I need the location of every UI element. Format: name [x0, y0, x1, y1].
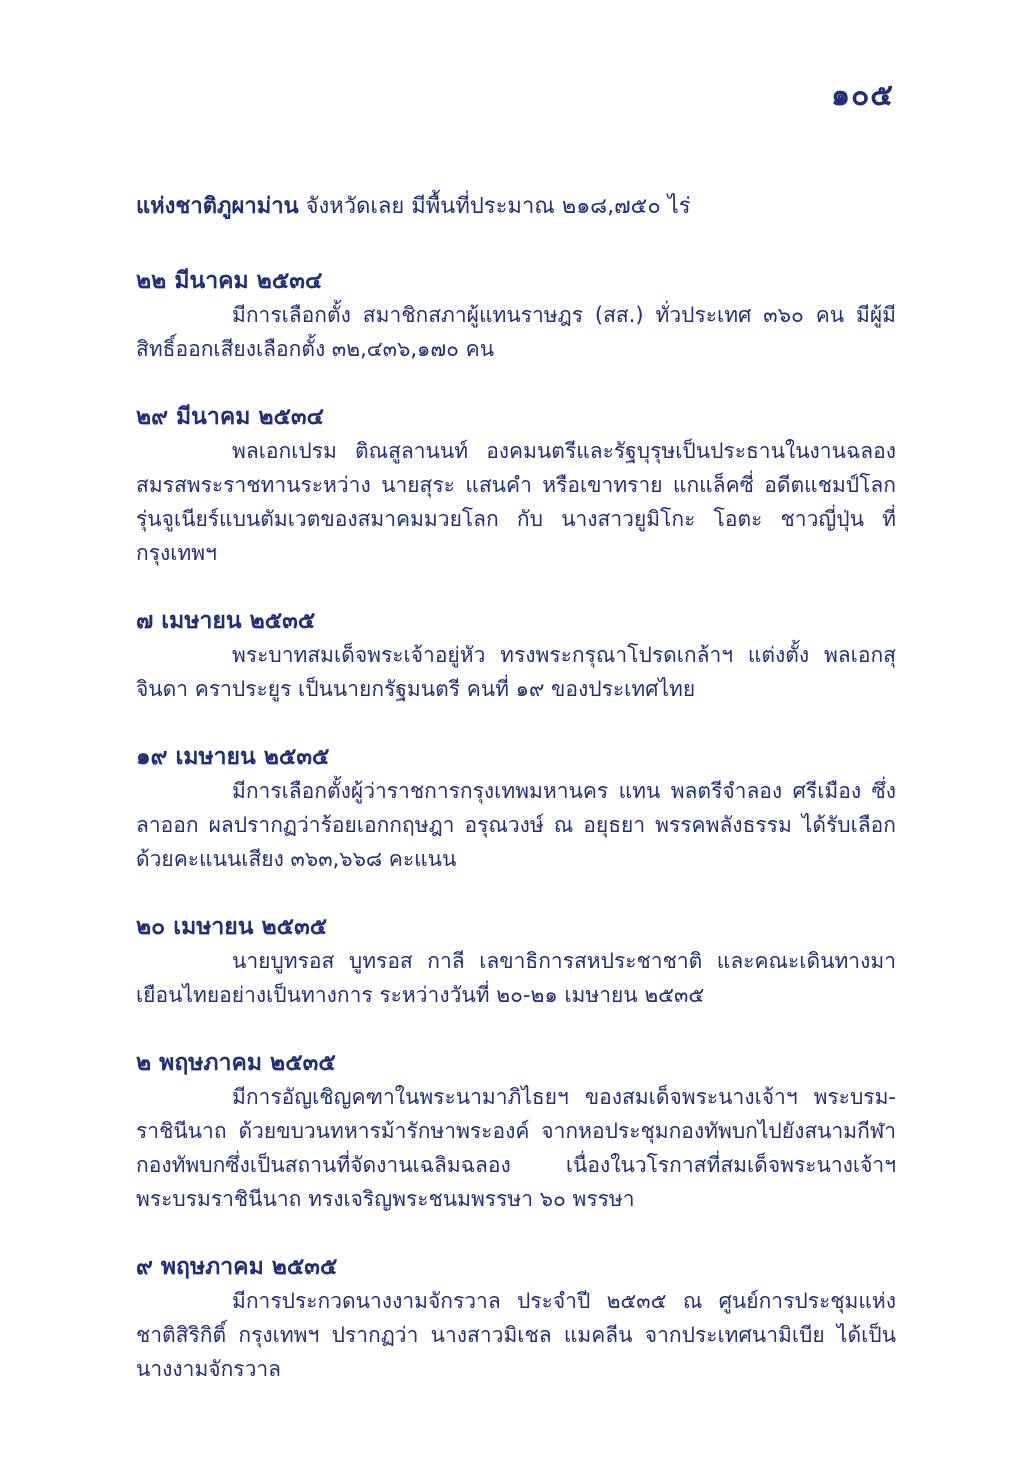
- intro-bold-text: แห่งชาติภูผาม่าน: [136, 194, 299, 219]
- entry-text: พระบาทสมเด็จพระเจ้าอยู่หัว ทรงพระกรุณาโปรดเกล้าฯ แต่งตั้ง พลเอกสุจินดา คราประยูร เป็นนายกรัฐมนตรี คนที่ ๑๙ ของประเทศไทย: [136, 643, 896, 701]
- entry-date: ๒ พฤษภาคม ๒๕๓๕: [136, 1050, 336, 1076]
- entry-7: [136, 1250, 896, 1386]
- intro-text: จังหวัดเลย มีพื้นที่ประมาณ ๒๑๘,๗๕๐ ไร่: [298, 194, 691, 219]
- entry-date: ๙ พฤษภาคม ๒๕๓๕: [136, 1254, 338, 1280]
- entry-text: มีการเลือกตั้ง สมาชิกสภาผู้แทนราษฎร (สส.) ทั่วประเทศ ๓๖๐ คน มีผู้มีสิทธิ์ออกเสียงเลือกตั้ง ๓๒,๔๓๖,๑๗๐ คน: [136, 303, 896, 361]
- document-body: [136, 190, 896, 1420]
- entry-2: [136, 400, 896, 570]
- entry-1: [136, 264, 896, 366]
- entry-text: พลเอกเปรม ติณสูลานนท์ องคมนตรีและรัฐบุรุษเป็นประธานในงานฉลองสมรสพระราชทานระหว่าง นายสุระ แสนคำ หรือเขาทราย แกแล็คซี่ อดีตแชมป์โลกรุ่นจูเนียร์แบนตัมเวตของสมาคมมวยโลก กับ นางสาวยูมิโกะ โอตะ ชาวญี่ปุ่น ที่กรุงเทพฯ: [136, 439, 896, 565]
- entry-date: ๑๙ เมษายน ๒๕๓๕: [136, 744, 330, 770]
- entry-6: [136, 1046, 896, 1216]
- entry-text: มีการอัญเชิญคฑาในพระนามาภิไธยฯ ของสมเด็จพระนางเจ้าฯ พระบรม-ราชินีนาถ ด้วยขบวนทหารม้ารักษาพระองค์ จากหอประชุมกองทัพบกไปยังสนามกีฬากองทัพบกซึ่งเป็นสถานที่จัดงานเฉลิมฉลอง เนื่องในวโรกาสที่สมเด็จพระนางเจ้าฯ พระบรมราชินีนาถ ทรงเจริญพระชนมพรรษา ๖๐ พรรษา: [136, 1085, 896, 1211]
- entry-date: ๒๒ มีนาคม ๒๕๓๔: [136, 268, 323, 294]
- entry-date: ๒๐ เมษายน ๒๕๓๕: [136, 914, 328, 940]
- page-number: ๑๐๕: [830, 78, 894, 113]
- entry-date: ๗ เมษายน ๒๕๓๕: [136, 608, 316, 634]
- entry-date: ๒๙ มีนาคม ๒๕๓๔: [136, 404, 325, 430]
- intro-paragraph: [136, 190, 896, 224]
- entry-text: มีการเลือกตั้งผู้ว่าราชการกรุงเทพมหานคร แทน พลตรีจำลอง ศรีเมือง ซึ่งลาออก ผลปรากฏว่าร้อยเอกกฤษฎา อรุณวงษ์ ณ อยุธยา พรรคพลังธรรม ได้รับเลือกด้วยคะแนนเสียง ๓๖๓,๖๖๘ คะแนน: [136, 779, 896, 871]
- entry-text: มีการประกวดนางงามจักรวาล ประจำปี ๒๕๓๕ ณ ศูนย์การประชุมแห่งชาติสิริกิติ์ กรุงเทพฯ ปรากฏว่า นางสาวมิเชล แมคลีน จากประเทศนามิเบีย ได้เป็นนางงามจักรวาล: [136, 1289, 896, 1381]
- entry-3: [136, 604, 896, 706]
- entry-5: [136, 910, 896, 1012]
- entry-text: นายบูทรอส บูทรอส กาลี เลขาธิการสหประชาชาติ และคณะเดินทางมาเยือนไทยอย่างเป็นทางการ ระหว่างวันที่ ๒๐-๒๑ เมษายน ๒๕๓๕: [136, 949, 896, 1007]
- entry-4: [136, 740, 896, 876]
